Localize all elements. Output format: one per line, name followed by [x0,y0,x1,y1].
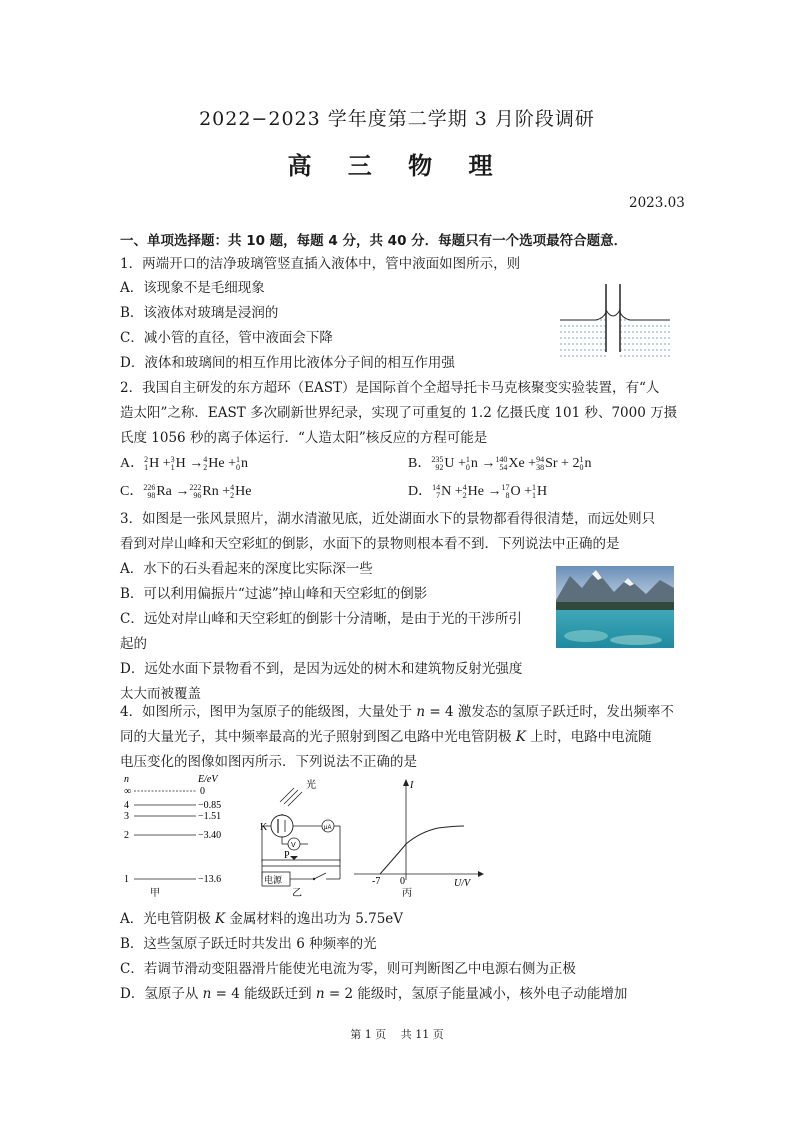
q4-line3: 电压变化的图像如图丙所示．下列说法不正确的是 [120,754,417,770]
origin-label: 0 [400,876,405,887]
q2-line2: 造太阳”之称．EAST 多次刷新世界纪录，实现了可重复的 1.2 亿摄氏度 101 秒、7000 万摄 [120,405,678,421]
voltmeter-label: V [291,842,296,849]
q2-line1: 2．我国自主研发的东方超环（EAST）是国际首个全超导托卡马克核聚变实验装置，有“人 [120,380,660,396]
q3-option-d-line2: 太大而被覆盖 [120,686,201,702]
u-axis-label: U/V [454,878,471,889]
power-source-label: 电源 [264,876,283,886]
section-heading: 一、单项选择题：共 10 题，每题 4 分，共 40 分．每题只有一个选项最符合题意． [120,233,628,249]
q2-option-b: B． 235 92 U + 1 0 n → 140 54 Xe + 94 38 Sr + 2 1 0 n [408,454,592,472]
q3-option-a: A．水下的石头看起来的深度比实际深一些 [120,561,373,577]
level-3-e: −1.51 [198,811,222,822]
iu-curve [380,826,464,874]
page-footer: 第 1 页 共 11 页 [350,1028,444,1041]
energy-caption: 甲 [150,888,160,898]
capillary-diagram [556,282,674,362]
exam-title: 2022−2023 学年度第二学期 3 月阶段调研 [199,108,595,130]
level-4-e: −0.85 [198,800,222,811]
slider-label: P [284,850,290,861]
q3-line2: 看到对岸山峰和天空彩虹的倒影，水面下的景物则根本看不到．下列说法中正确的是 [120,536,620,552]
level-2-n: 2 [124,830,129,841]
i-axis-label: I [410,780,414,791]
energy-zero-label: 0 [200,786,205,797]
phototube-icon [271,815,293,837]
q2-line3: 氏度 1056 秒的离子体运行．“人造太阳”核反应的方程可能是 [120,430,488,446]
q1-option-b: B．该液体对玻璃是浸润的 [120,305,279,321]
level-2-e: −3.40 [198,830,222,841]
rheostat-icon [262,860,340,866]
q2-option-a: A． 2 1 H + 3 1 H → 4 2 He + 1 0 n [120,454,248,472]
level-1-n: 1 [124,874,129,885]
q4-line1: 4．如图所示，图甲为氢原子的能级图，大量处于 n = 4 激发态的氢原子跃迁时，发出频率不 [120,704,674,720]
lake-photo [556,566,674,648]
q4-line2: 同的大量光子，其中频率最高的光子照射到图乙电路中光电管阴极 K 上时，电路中电流随 [120,729,652,745]
photoelectric-circuit [254,774,350,898]
q3-option-b: B．可以利用偏振片“过滤”掉山峰和天空彩虹的倒影 [120,586,428,602]
cathode-label: K [260,822,268,833]
q3-line1: 3．如图是一张风景照片，湖水清澈见底，近处湖面水下的景物都看得很清楚，而远处则只 [120,511,656,527]
level-1-e: −13.6 [198,874,222,885]
q1-stem: 1．两端开口的洁净玻璃管竖直插入液体中，管中液面如图所示，则 [120,256,521,272]
q3-option-d-line1: D．远处水面下景物看不到，是因为远处的树木和建筑物反射光强度 [120,661,523,677]
iu-graph [350,774,490,898]
level-4-n: 4 [124,800,129,811]
exam-date: 2023.03 [629,195,685,211]
energy-e-label: E/eV [198,774,218,785]
tick-neg-seven: -7 [372,876,381,887]
q1-option-c: C．减小管的直径，管中液面会下降 [120,330,333,346]
q4-option-c: C．若调节滑动变阻器滑片能使光电流为零，则可判断图乙中电源右侧为正极 [120,961,576,977]
energy-level-diagram [116,774,236,898]
subject-title: 高 三 物 理 [287,151,507,180]
circuit-caption: 乙 [292,888,302,898]
q3-option-c-line1: C．远处对岸山峰和天空彩虹的倒影十分清晰，是由于光的干涉所引 [120,611,522,627]
q4-option-a: A．光电管阴极 K 金属材料的逸出功为 5.75eV [120,911,404,927]
q2-option-c: C． 226 98 Ra → 222 96 Rn + 4 2 He [120,482,252,500]
q4-option-b: B．这些氢原子跃迁时共发出 6 种频率的光 [120,936,377,952]
q3-option-c-line2: 起的 [120,636,147,652]
switch-icon [314,873,326,879]
energy-inf-label: ∞ [124,786,132,797]
graph-caption: 丙 [402,888,412,898]
q1-option-a: A．该现象不是毛细现象 [120,280,265,296]
ammeter-label: μA [324,825,332,831]
light-label: 光 [306,780,316,791]
q4-option-d: D．氢原子从 n = 4 能级跃迁到 n = 2 能级时，氢原子能量减小，核外电子动能增加 [120,986,628,1002]
level-3-n: 3 [124,811,129,822]
energy-n-label: n [124,774,129,785]
q2-option-d: D． 14 7 N + 4 2 He → 17 8 O + 1 1 H [408,482,548,500]
q1-option-d: D．液体和玻璃间的相互作用比液体分子间的相互作用强 [120,355,455,371]
